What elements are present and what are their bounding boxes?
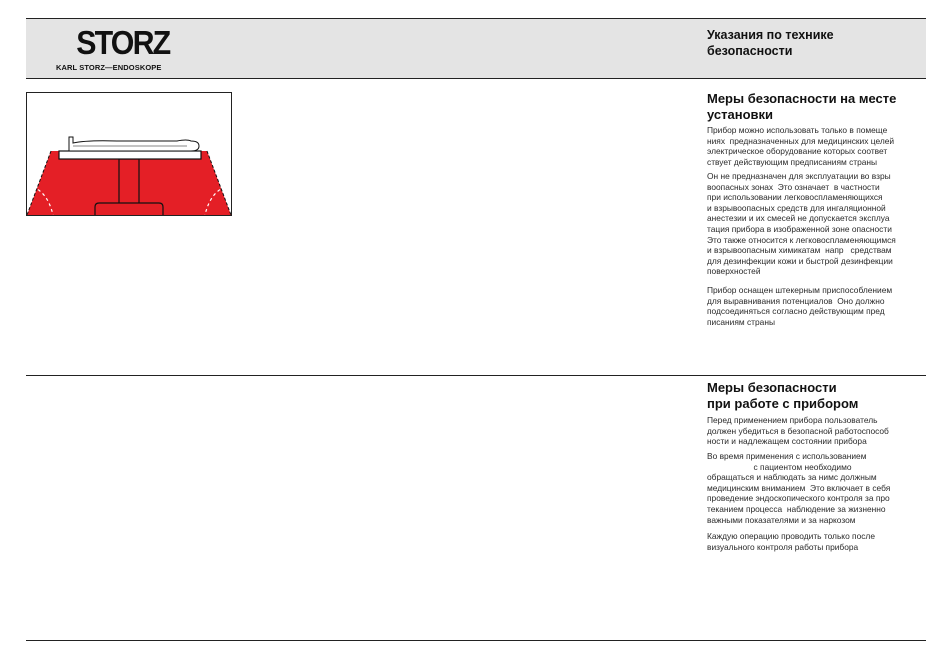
section-title-line: установки: [707, 107, 774, 122]
operating-table-hazard-icon: [27, 93, 231, 215]
text-line: обращаться и наблюдать за нимс должным: [707, 472, 877, 483]
text-line: проведение эндоскопического контроля за про: [707, 493, 890, 504]
text-line: Во время применения с использованием: [707, 451, 867, 461]
paragraph: [707, 285, 933, 327]
text-line: анестезии и их смесей не допускается эксплуа: [707, 213, 890, 224]
page-title: [707, 27, 907, 59]
text-line: медицинским вниманием Это включает в себя: [707, 482, 891, 493]
text-line: с пациентом необходимо: [707, 461, 852, 472]
text-line: подсоединяться согласно действующим пред: [707, 306, 885, 317]
text-line: важными показателями и за наркозом: [707, 514, 856, 525]
text-line: при использовании легковоспламеняющихся: [707, 192, 883, 203]
text-line: воопасных зонах Это означает в частности: [707, 181, 880, 192]
page-title-line: безопасности: [707, 44, 793, 58]
logo-wordmark: STORZ: [76, 24, 170, 61]
paragraph: [707, 125, 933, 167]
text-line: теканием процесса наблюдение за жизненно: [707, 503, 886, 514]
text-line: и взрывоопасным химикатам напр средствам: [707, 245, 892, 256]
text-line: для дезинфекции кожи и быстрой дезинфекции: [707, 255, 893, 266]
storz-logo: [56, 26, 186, 72]
divider-middle: [26, 375, 926, 376]
hazard-zone-illustration: [26, 92, 232, 216]
text-line: ниях предназначенных для медицинских целей: [707, 135, 895, 146]
paragraph: [707, 171, 933, 277]
text-line: для выравнивания потенциалов Оно должно: [707, 295, 885, 306]
section-title-line: Меры безопасности: [707, 380, 837, 395]
text-line: Это также относится к легковоспламеняющимся: [707, 234, 896, 245]
divider-top: [26, 78, 926, 79]
header-band: [26, 18, 926, 79]
text-line: поверхностей: [707, 266, 761, 277]
divider-bottom: [26, 640, 926, 641]
text-line: визуального контроля работы прибора: [707, 541, 859, 552]
text-line: Каждую операцию проводить только после: [707, 531, 875, 541]
section-title-line: Меры безопасности на месте: [707, 91, 897, 106]
section-title-line: при работе с прибором: [707, 396, 859, 411]
text-line: и взрывоопасных средств для ингаляционной: [707, 202, 886, 213]
text-line: должен убедиться в безопасной работоспособ: [707, 425, 889, 436]
text-line: электрическое оборудование которых соответ: [707, 146, 888, 157]
text-line: Он не предназначен для эксплуатации во взры: [707, 171, 891, 181]
paragraph: [707, 451, 933, 525]
text-line: Перед применением прибора пользователь: [707, 415, 878, 425]
text-line: писаниям страны: [707, 316, 775, 327]
text-line: ствует действующим предписаниям страны: [707, 156, 878, 167]
text-line: тация прибора в изображенной зоне опасности: [707, 223, 892, 234]
page-title-line: Указания по технике: [707, 28, 834, 42]
logo-subtitle: KARL STORZ—ENDOSKOPE: [56, 63, 162, 72]
section-title-operation: [707, 380, 932, 412]
text-line: Прибор можно использовать только в помеще: [707, 125, 888, 135]
paragraph: [707, 415, 933, 447]
section-title-installation: [707, 91, 932, 123]
text-line: Прибор оснащен штекерным приспособлением: [707, 285, 893, 295]
text-line: ности и надлежащем состоянии прибора: [707, 436, 867, 447]
paragraph: [707, 531, 933, 552]
